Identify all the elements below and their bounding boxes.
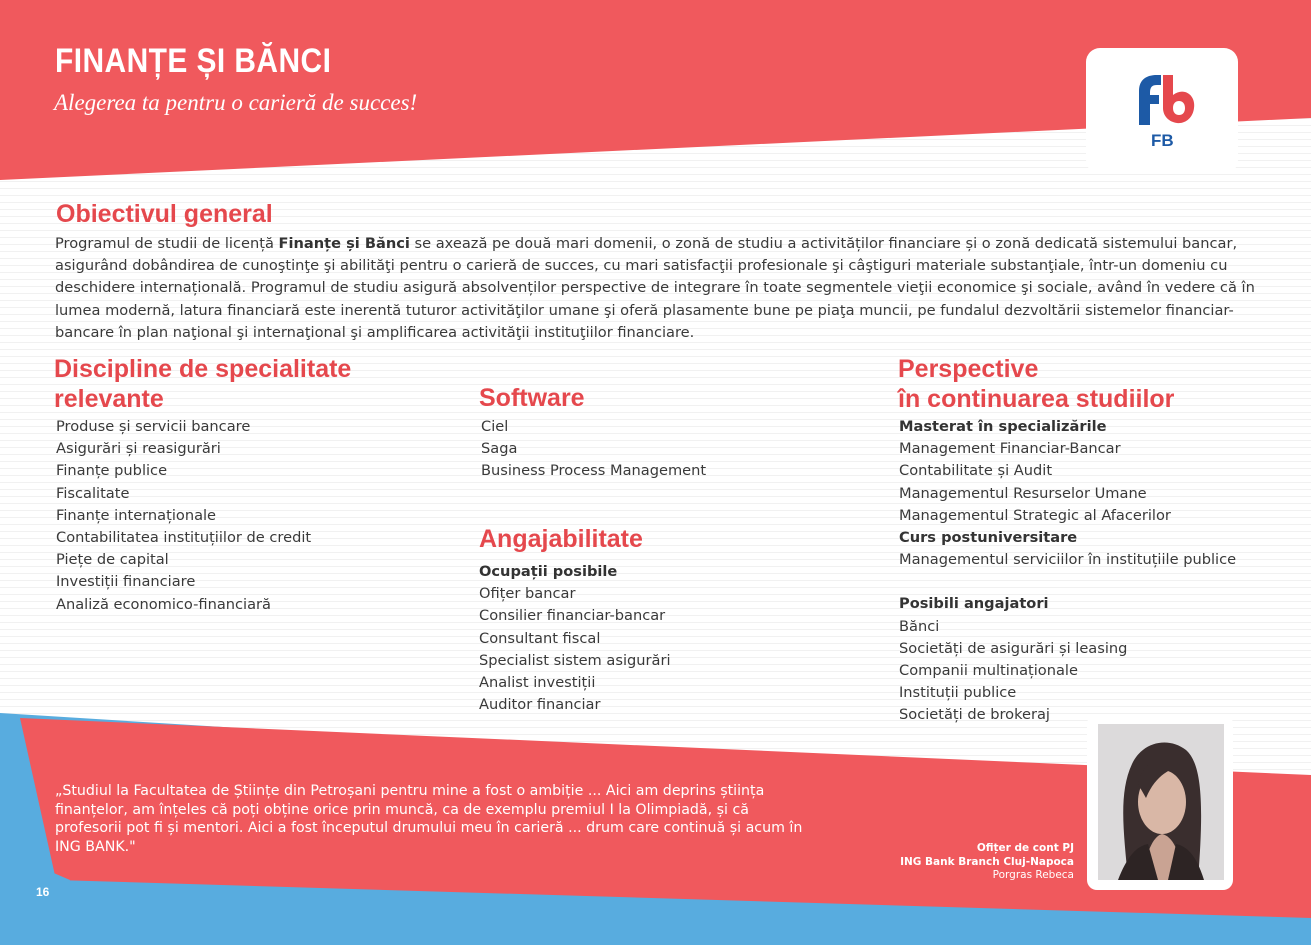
perspectives-heading-line2: în continuarea studiilor [898,385,1175,413]
disciplines-heading [54,354,351,414]
disciplines-heading-line1: Discipline de specialitate [54,355,352,383]
objective-heading: Obiectivul general [56,200,273,228]
occupations-subheading: Ocupații posibile [479,563,618,580]
perspectives-heading [898,354,1174,414]
list-item: Business Process Management [481,462,707,480]
testimonial-photo [1098,724,1224,880]
masters-subheading: Masterat în specializările [899,418,1107,435]
list-item: Specialist sistem asigurări [479,651,671,669]
list-item: Management Financiar-Bancar [899,440,1121,458]
disciplines-heading-line2: relevante [54,385,164,413]
faculty-logo-icon [1137,73,1195,125]
list-item: Managementul Strategic al Afacerilor [899,506,1171,524]
disciplines-list [56,416,311,616]
program-name: Finanțe și Bănci [278,235,410,252]
employability-heading: Angajabilitate [479,525,643,553]
page-number: 16 [36,885,50,899]
list-item: Asigurări și reasigurări [56,440,221,458]
list-item: Auditor financiar [479,696,601,714]
perspectives-heading-line1: Perspective [898,355,1039,383]
list-item: Managementul serviciilor în instituțiile publice [899,551,1237,569]
list-item: Investiții financiare [56,573,196,591]
list-item: Finanțe publice [56,462,168,480]
faculty-logo-text: FB [1151,131,1174,150]
postgrad-subheading: Curs postuniversitare [899,529,1078,547]
list-item: Instituții publice [899,684,1017,702]
list-item: Finanțe internaționale [56,506,217,524]
software-heading: Software [479,384,585,412]
list-item: Societăți de asigurări și leasing [899,639,1128,657]
list-item: Consilier financiar-bancar [479,607,666,625]
list-item: Contabilitate și Audit [899,462,1053,480]
list-item: Produse și servicii bancare [56,418,251,435]
testimonial-quote: „Studiul la Facultatea de Științe din Petroșani pentru mine a fost o ambiție ... Aici am deprins știința finanțelor, am înțeles că poți obține orice prin muncă, ca de exemplu premiul I la Olimpiadă, și că profesorii pot fi și mentori. Aici a fost începutul drumului meu în carieră ... drum care continuă și acum în ING BANK." [55,783,803,855]
list-item: Societăți de brokeraj [899,706,1050,724]
list-item: Saga [481,440,518,458]
list-item: Bănci [899,617,940,635]
objective-text-start: Programul de studii de licență [55,235,279,252]
software-list [481,416,706,483]
objective-paragraph [55,233,1255,344]
page-title: FINANȚE ȘI BĂNCI [55,42,332,80]
list-item: Consultant fiscal [479,629,601,647]
testimonial-name: Porgras Rebeca [992,869,1074,881]
perspectives-list [899,416,1236,727]
list-item: Analist investiții [479,674,596,692]
list-spacer [899,571,1236,593]
list-item: Companii multinaționale [899,662,1078,680]
page-subtitle: Alegerea ta pentru o carieră de succes! [54,90,418,115]
testimonial-company: ING Bank Branch Cluj-Napoca [900,855,1074,868]
list-item: Ciel [481,418,509,435]
employers-subheading: Posibili angajatori [899,595,1049,613]
testimonial-credit [860,842,1074,883]
testimonial-role: Ofițer de cont PJ [976,842,1074,854]
list-item: Contabilitatea instituțiilor de credit [56,529,312,547]
objective-text-end: se axează pe două mari domenii, o zonă de studiu a activităților financiare și o zonă dedicată sistemului bancar, asigurând dobândirea de cunoştinţe şi abilităţi pentru o carieră de succes, cu mari satisfacţii profesionale şi câştiguri materiale substanţiale, într-un domeniu cu deschidere internațională. Programul de studiu asigură absolvenților perspective de integrare în toate segmentele vieţii economice şi sociale, având în vedere că în lumea modernă, latura financiară este inerentă tuturor activităţilor umane şi oferă plasamente bune pe piaţa muncii, pe fundalul dezvoltării sistemelor financiar-bancare în plan naţional şi internaţional şi amplificarea activităţii instituţiilor financiare. [55,235,1255,341]
list-item: Managementul Resurselor Umane [899,484,1147,502]
list-item: Ofițer bancar [479,585,576,603]
list-item: Analiză economico-financiară [56,595,271,613]
employability-list [479,561,671,716]
list-item: Fiscalitate [56,484,130,502]
list-item: Piețe de capital [56,551,169,569]
